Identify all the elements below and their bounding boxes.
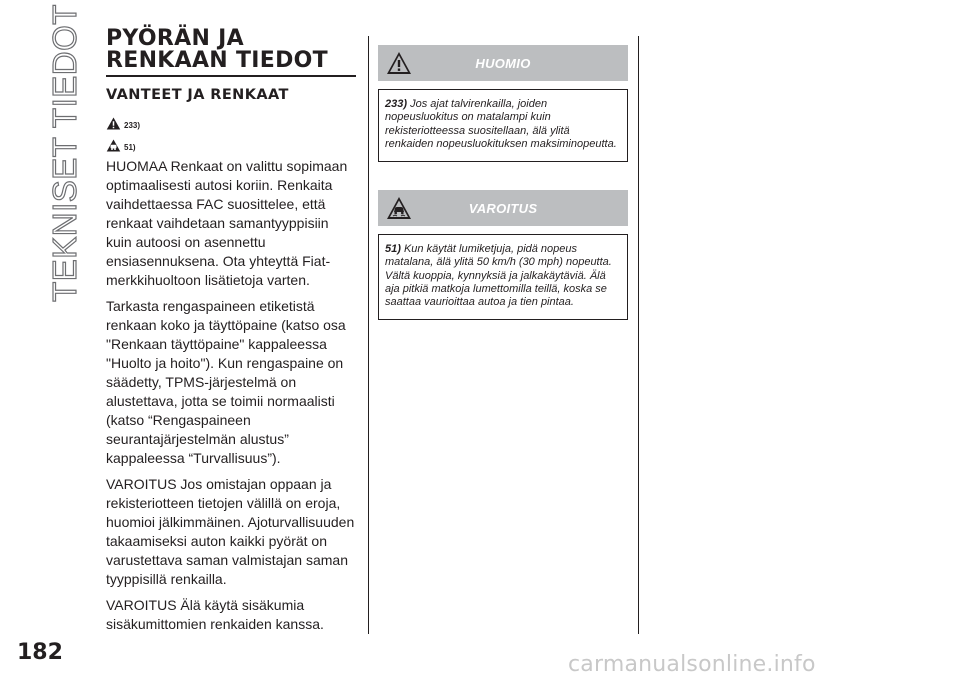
warning-reference — [106, 109, 358, 131]
huomio-title: HUOMIO — [475, 56, 531, 71]
varoitus-header — [378, 190, 628, 226]
huomio-notice — [378, 45, 628, 162]
caution-reference-number: 51) — [124, 143, 136, 152]
title-underline — [106, 75, 356, 77]
watermark: carmanualsonline.info — [568, 652, 816, 677]
huomio-body — [378, 89, 628, 162]
section-side-title — [40, 4, 90, 302]
column-divider — [638, 36, 639, 634]
page-title — [106, 28, 358, 72]
body-text — [106, 157, 358, 634]
page-number: 182 — [17, 640, 63, 665]
page-title-line-2: RENKAAN TIEDOT — [106, 48, 328, 73]
huomio-text: Jos ajat talvirenkailla, joiden nopeusluokitus on matalampi kuin rekisteriotteessa suositellaan, älä ylitä renkaiden nopeusluokituksen maksiminopeutta. — [385, 98, 617, 150]
paragraph: VAROITUS Jos omistajan oppaan ja rekisteriotteen tietojen välillä on eroja, huomioi jälkimmäinen. Ajoturvallisuuden takaamiseksi auton kaikki pyörät on varustettava saman valmistajan saman tyyppisillä renkailla. — [106, 476, 355, 587]
paragraph: HUOMAA Renkaat on valittu sopimaan optimaalisesti autosi koriin. Renkaita vaihdettaessa FAC suosittelee, että renkaat vaihdetaan samantyyppisiin kuin autoosi on asennettu ensiasennuksena. Ota yhteyttä Fiat-merkkihuoltoon lisätietoja varten. — [106, 158, 348, 288]
varoitus-text: Kun käytät lumiketjuja, pidä nopeus matalana, älä ylitä 50 km/h (30 mph) nopeutta. Vältä kuoppia, kynnyksiä ja jalkakäytäviä. Älä aja pitkiä matkoja lumettomilla teillä, koska se saattaa vaurioittaa autoa ja tien pintaa. — [385, 243, 612, 309]
page-title-line-1: PYÖRÄN JA — [106, 26, 244, 51]
paragraph: Tarkasta rengaspaineen etiketistä renkaan koko ja täyttöpaine (katso osa "Renkaan täyttöpaine" kappaleessa "Huolto ja hoito"). Kun rengaspaine on säädetty, TPMS-järjestelmä on alustettava, jotta se toimii normaalisti (katso “Rengaspaineen seurantajärjestelmän alustus” kappaleessa “Turvallisuus”). — [106, 298, 346, 466]
caution-reference — [106, 131, 358, 153]
column-divider — [368, 36, 369, 634]
main-column — [106, 28, 358, 641]
car-skid-icon — [106, 138, 121, 153]
paragraph: VAROITUS Älä käytä sisäkumia sisäkumittomien renkaiden kanssa. — [106, 597, 324, 632]
huomio-header — [378, 45, 628, 81]
varoitus-body — [378, 234, 628, 320]
section-side-title-text: TEKNISET TIEDOT — [46, 4, 83, 302]
section-subheading: VANTEET JA RENKAAT — [106, 87, 289, 103]
varoitus-number: 51) — [385, 243, 401, 255]
warning-triangle-icon — [106, 116, 121, 131]
huomio-number: 233) — [385, 98, 408, 110]
warning-reference-number: 233) — [124, 121, 141, 130]
varoitus-notice — [378, 190, 628, 320]
varoitus-title: VAROITUS — [468, 201, 538, 216]
